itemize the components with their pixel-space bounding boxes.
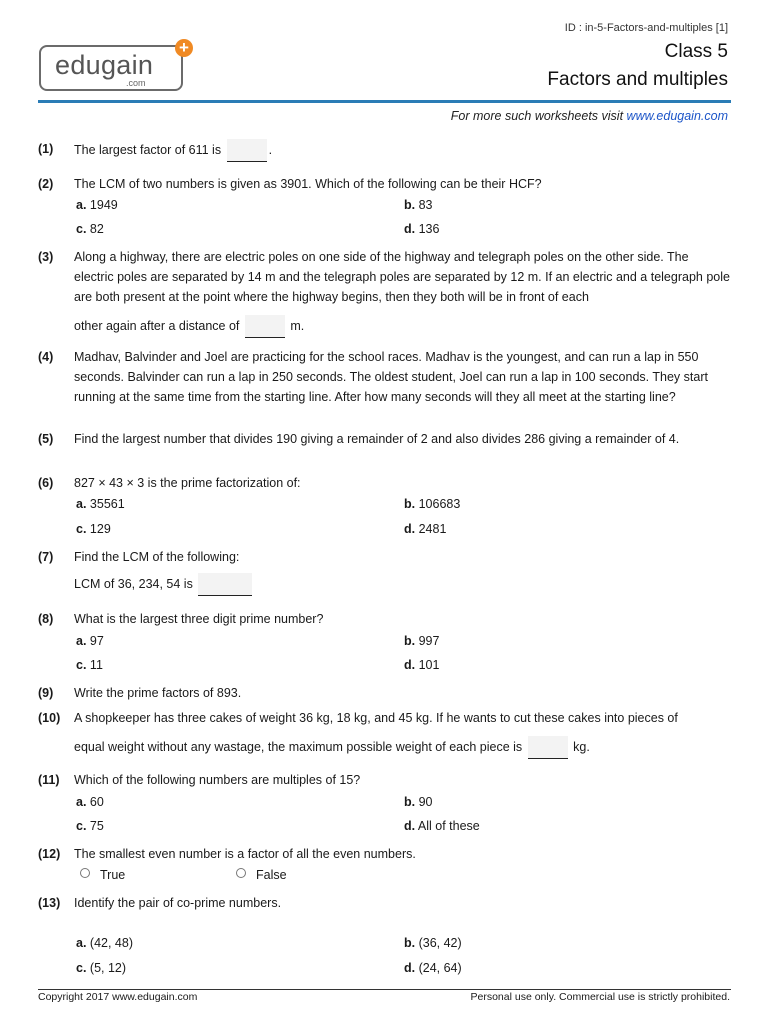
option-label: b. (404, 795, 416, 809)
document-id: ID : in-5-Factors-and-multiples [1] (564, 22, 728, 34)
choice-false[interactable] (236, 866, 287, 884)
option-d[interactable] (404, 220, 439, 238)
option-value: 2481 (418, 522, 447, 536)
question-12 (38, 844, 731, 864)
question-number: (11) (38, 773, 60, 787)
question-number: (9) (38, 686, 54, 700)
option-value: (42, 48) (89, 936, 134, 950)
option-a[interactable] (76, 934, 133, 952)
question-text: A shopkeeper has three cakes of weight 36 kg, 18 kg, and 45 kg. If he wants to cut these cakes into pieces of (74, 711, 678, 725)
option-label: c. (76, 658, 87, 672)
option-a[interactable] (76, 495, 125, 513)
question-9 (38, 683, 731, 703)
option-value: 106683 (418, 497, 461, 511)
option-label: c. (76, 819, 87, 833)
option-value: (36, 42) (418, 936, 462, 950)
copyright-text: Copyright 2017 www.edugain.com (38, 991, 198, 1003)
option-label: a. (76, 497, 87, 511)
question-8 (38, 609, 731, 629)
option-b[interactable] (404, 495, 460, 513)
option-label: a. (76, 936, 87, 950)
question-number: (1) (38, 142, 54, 156)
question-number: (5) (38, 432, 54, 446)
option-d[interactable] (404, 656, 439, 674)
question-text-continued: other again after a distance of (74, 319, 240, 333)
option-label: b. (404, 497, 416, 511)
option-label: c. (76, 222, 87, 236)
answer-blank[interactable] (528, 736, 568, 759)
question-text: Write the prime factors of 893. (74, 686, 242, 700)
option-c[interactable] (76, 817, 104, 835)
logo-suffix: .com (126, 78, 146, 88)
question-text: Find the LCM of the following: (74, 550, 240, 564)
usage-notice: Personal use only. Commercial use is strictly prohibited. (470, 991, 730, 1003)
question-1 (38, 139, 731, 162)
footer-divider (38, 989, 731, 990)
option-label: b. (404, 634, 416, 648)
question-number: (13) (38, 896, 61, 910)
option-value: 82 (89, 222, 104, 236)
option-d[interactable] (404, 817, 480, 835)
question-text: Which of the following numbers are multiples of 15? (74, 773, 361, 787)
option-value: 1949 (89, 198, 118, 212)
question-text: The LCM of two numbers is given as 3901. Which of the following can be their HCF? (74, 177, 542, 191)
radio-icon[interactable] (80, 868, 90, 878)
option-b[interactable] (404, 196, 433, 214)
option-label: a. (76, 795, 87, 809)
question-2 (38, 174, 731, 194)
question-text: Find the largest number that divides 190 giving a remainder of 2 and also divides 286 giving a remainder of 4. (74, 432, 680, 446)
question-3 (38, 247, 731, 338)
option-b[interactable] (404, 793, 433, 811)
class-title: Class 5 (664, 41, 728, 62)
question-5 (38, 429, 731, 449)
option-b[interactable] (404, 632, 439, 650)
question-4 (38, 347, 731, 407)
question-text: What is the largest three digit prime number? (74, 612, 324, 626)
unit-label: kg. (573, 740, 590, 754)
header-divider (38, 100, 731, 103)
option-a[interactable] (76, 196, 118, 214)
option-value: 129 (89, 522, 111, 536)
radio-icon[interactable] (236, 868, 246, 878)
question-6 (38, 473, 731, 493)
question-text-continued: LCM of 36, 234, 54 is (74, 577, 193, 591)
plus-icon: + (175, 39, 193, 57)
option-label: c. (76, 522, 87, 536)
option-value: 83 (418, 198, 433, 212)
option-b[interactable] (404, 934, 462, 952)
option-c[interactable] (76, 220, 104, 238)
question-text: 827 × 43 × 3 is the prime factorization of: (74, 476, 301, 490)
option-label: c. (76, 961, 87, 975)
edugain-logo (39, 38, 189, 91)
option-d[interactable] (404, 959, 462, 977)
question-number: (10) (38, 711, 61, 725)
option-c[interactable] (76, 520, 111, 538)
question-number: (6) (38, 476, 54, 490)
question-text-end: . (268, 143, 273, 157)
answer-blank[interactable] (198, 573, 252, 596)
option-label: b. (404, 198, 416, 212)
choice-label: False (256, 868, 287, 882)
option-value: 97 (89, 634, 104, 648)
option-value: 101 (418, 658, 440, 672)
choice-label: True (100, 868, 126, 882)
question-number: (8) (38, 612, 54, 626)
answer-blank[interactable] (227, 139, 267, 162)
option-value: All of these (417, 819, 480, 833)
answer-blank[interactable] (245, 315, 285, 338)
option-label: a. (76, 634, 87, 648)
topic-title: Factors and multiples (547, 69, 728, 90)
option-value: 75 (89, 819, 104, 833)
question-text: Along a highway, there are electric poles on one side of the highway and telegraph poles on the other side. The electric poles are separated by 14 m and the telegraph poles are separated by 12 m. If an electric and a telegraph pole are both present at the point where the highway begins, then they both will be in front of each (74, 250, 730, 304)
option-label: d. (404, 819, 416, 833)
question-text-continued: equal weight without any wastage, the maximum possible weight of each piece is (74, 740, 523, 754)
question-number: (3) (38, 250, 54, 264)
option-label: b. (404, 936, 416, 950)
option-label: d. (404, 658, 416, 672)
question-number: (12) (38, 847, 61, 861)
option-c[interactable] (76, 959, 126, 977)
question-text: The smallest even number is a factor of all the even numbers. (74, 847, 416, 861)
question-13 (38, 893, 731, 913)
option-value: 11 (89, 658, 103, 672)
option-label: d. (404, 961, 416, 975)
visit-prefix: For more such worksheets visit (450, 109, 624, 123)
option-value: (24, 64) (418, 961, 462, 975)
question-text: Identify the pair of co-prime numbers. (74, 896, 282, 910)
question-7 (38, 547, 731, 596)
option-a[interactable] (76, 793, 104, 811)
question-11 (38, 770, 731, 790)
option-label: d. (404, 522, 416, 536)
option-label: a. (76, 198, 87, 212)
unit-label: m. (290, 319, 305, 333)
visit-line (451, 109, 728, 123)
option-value: 136 (418, 222, 440, 236)
question-number: (7) (38, 550, 54, 564)
question-number: (2) (38, 177, 54, 191)
option-value: 35561 (89, 497, 125, 511)
option-a[interactable] (76, 632, 104, 650)
option-value: 90 (418, 795, 433, 809)
option-value: 997 (418, 634, 440, 648)
option-d[interactable] (404, 520, 446, 538)
choice-true[interactable] (80, 866, 125, 884)
option-c[interactable] (76, 656, 103, 674)
question-text: The largest factor of 611 is (74, 143, 222, 157)
question-10 (38, 708, 731, 759)
option-value: 60 (89, 795, 104, 809)
option-value: (5, 12) (89, 961, 127, 975)
option-label: d. (404, 222, 416, 236)
website-link[interactable]: www.edugain.com (626, 109, 728, 123)
question-text: Madhav, Balvinder and Joel are practicing for the school races. Madhav is the youngest, and can run a lap in 550 seconds. Balvinder can run a lap in 250 seconds. The oldest student, Joel can run a lap in 100 seconds. They start running at the same time from the starting line. After how many seconds will they all meet at the starting line? (74, 350, 708, 404)
question-number: (4) (38, 350, 54, 364)
logo-wordmark: edugain (55, 50, 154, 80)
